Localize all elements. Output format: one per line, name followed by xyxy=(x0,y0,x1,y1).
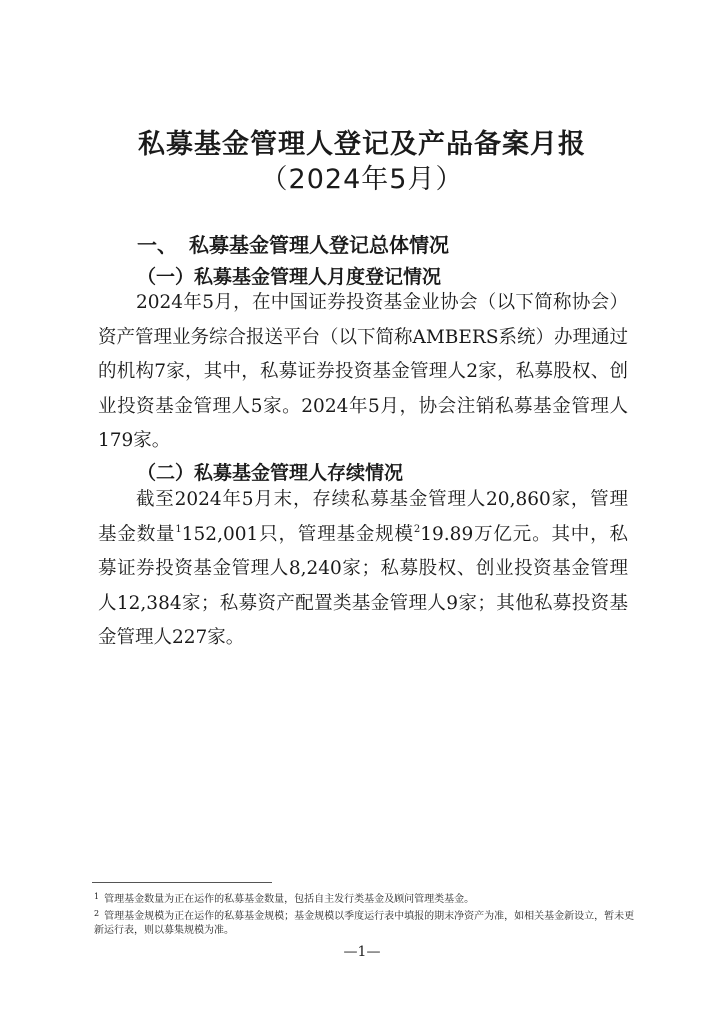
footnote-divider xyxy=(92,882,272,883)
paragraph-text-part2: 152,001只，管理基金规模 xyxy=(181,523,414,545)
section-heading-1 xyxy=(137,229,449,258)
paragraph-text-part1: 截至2024年5月末，存续私募基金管理人20,860家，管理基金数量 xyxy=(98,489,628,545)
footnote-text: 管理基金数量为正在运作的私募基金数量，包括自主发行类基金及顾问管理类基金。 xyxy=(104,894,475,905)
subsection-heading-1: （一）私募基金管理人月度登记情况 xyxy=(137,266,442,288)
footnote-mark: 2 xyxy=(94,909,100,918)
monthly-registration-paragraph: 2024年5月，在中国证券投资基金业协会（以下简称协会）资产管理业务综合报送平台（以下简称AMBERS系统）办理通过的机构7家，其中，私募证券投资基金管理人2家，私募股权、创业投资基金管理人5家。2024年5月，协会注销私募基金管理人179家。 xyxy=(98,292,629,451)
report-period: （2024年5月） xyxy=(260,164,464,195)
report-title: 私募基金管理人登记及产品备案月报 xyxy=(138,129,586,160)
footnote-ref-2[interactable]: 2 xyxy=(413,523,421,535)
section-title: 私募基金管理人登记总体情况 xyxy=(189,233,449,257)
existing-managers-paragraph xyxy=(98,483,628,656)
footnote-mark: 1 xyxy=(94,892,100,901)
page-number: —1— xyxy=(343,944,381,960)
footnote-2 xyxy=(94,907,639,938)
footnote-text: 管理基金规模为正在运作的私募基金规模；基金规模以季度运行表中填报的期末净资产为准，如相关基金新设立，暂未更新运行表，则以募集规模为准。 xyxy=(94,911,635,936)
footnote-ref-1[interactable]: 1 xyxy=(175,523,182,535)
paragraph-text-part3: 19.89万亿元。其中，私募证券投资基金管理人8,240家；私募股权、创业投资基金管理人12,384家；私募资产配置类基金管理人9家；其他私募投资基金管理人227家。 xyxy=(98,523,628,648)
footnotes xyxy=(94,890,639,938)
footnote-1 xyxy=(94,890,639,907)
subsection-heading-2: （二）私募基金管理人存续情况 xyxy=(137,462,404,484)
section-number: 一、 xyxy=(137,233,177,257)
